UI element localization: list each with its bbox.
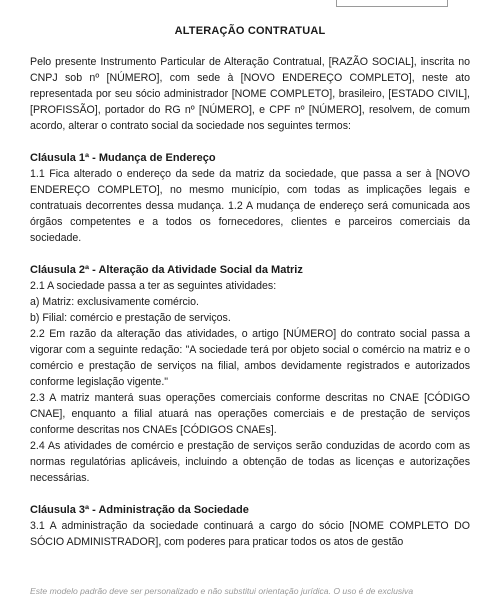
clause-1-title: - Mudança de Endereço bbox=[89, 152, 216, 164]
disclaimer-footer: Este modelo padrão deve ser personalizado e não substitui orientação jurídica. O uso é de exclusiva bbox=[30, 586, 414, 596]
document-title: ALTERAÇÃO CONTRATUAL bbox=[174, 25, 326, 37]
clause-3-text: 3.1 A administração da sociedade continuará a cargo do sócio [NOME COMPLETO DO SÓCIO ADMINISTRADOR], com poderes para praticar todos os atos de gestão bbox=[30, 520, 470, 548]
header-box bbox=[336, 0, 448, 7]
clause-2-number: Cláusula 2ª bbox=[30, 264, 90, 276]
clause-2-p5: 2.3 A matriz manterá suas operações comerciais conforme descritas no CNAE [CÓDIGO CNAE], enquanto a filial atuará nas operações comerciais e de prestação de serviços conforme descritas nos CNAEs [CÓDIGOS CNAEs]. bbox=[30, 392, 470, 436]
clause-3-number: Cláusula 3ª bbox=[30, 504, 90, 516]
clause-1-text: 1.1 Fica alterado o endereço da sede da matriz da sociedade, que passa a ser à [NOVO ENDEREÇO COMPLETO], no mesmo município, com todas as implicações legais e contratuais decorrentes dessa mudança. 1.2 A mudança de endereço será comunicada aos órgãos competentes e a todos os fornecedores, clientes e parceiros comerciais da sociedade. bbox=[30, 168, 470, 244]
clause-1-heading bbox=[30, 150, 470, 166]
clause-2-p1: 2.1 A sociedade passa a ter as seguintes atividades: bbox=[30, 280, 277, 292]
clause-2-heading bbox=[30, 262, 470, 278]
clause-1-number: Cláusula 1ª bbox=[30, 152, 90, 164]
clause-2-title: - Alteração da Atividade Social da Matriz bbox=[89, 264, 303, 276]
clause-3-heading bbox=[30, 502, 470, 518]
clause-2-p6: 2.4 As atividades de comércio e prestação de serviços serão conduzidas de acordo com as normas regulatórias aplicáveis, incluindo a obtenção de todas as licenças e autorizações necessárias. bbox=[30, 440, 470, 484]
clause-2-p2: a) Matriz: exclusivamente comércio. bbox=[30, 296, 199, 308]
clause-2-p3: b) Filial: comércio e prestação de serviços. bbox=[30, 312, 231, 324]
intro-paragraph: Pelo presente Instrumento Particular de Alteração Contratual, [RAZÃO SOCIAL], inscrita no CNPJ sob nº [NÚMERO], com sede à [NOVO ENDEREÇO COMPLETO], neste ato representada por seu sócio administrador [NOME COMPLETO], brasileiro, [ESTADO CIVIL], [PROFISSÃO], portador do RG nº [NÚMERO], e CPF nº [NÚMERO], resolvem, de comum acordo, alterar o contrato social da sociedade nos seguintes termos: bbox=[30, 56, 470, 132]
clause-2-p4: 2.2 Em razão da alteração das atividades, o artigo [NÚMERO] do contrato social passa a vigorar com a seguinte redação: "A sociedade terá por objeto social o comércio na matriz e o comércio e prestação de serviços na filial, ambos devidamente registrados e autorizados conforme legislação vigente." bbox=[30, 328, 470, 388]
document-body bbox=[30, 25, 470, 550]
clause-3-title: - Administração da Sociedade bbox=[89, 504, 249, 516]
